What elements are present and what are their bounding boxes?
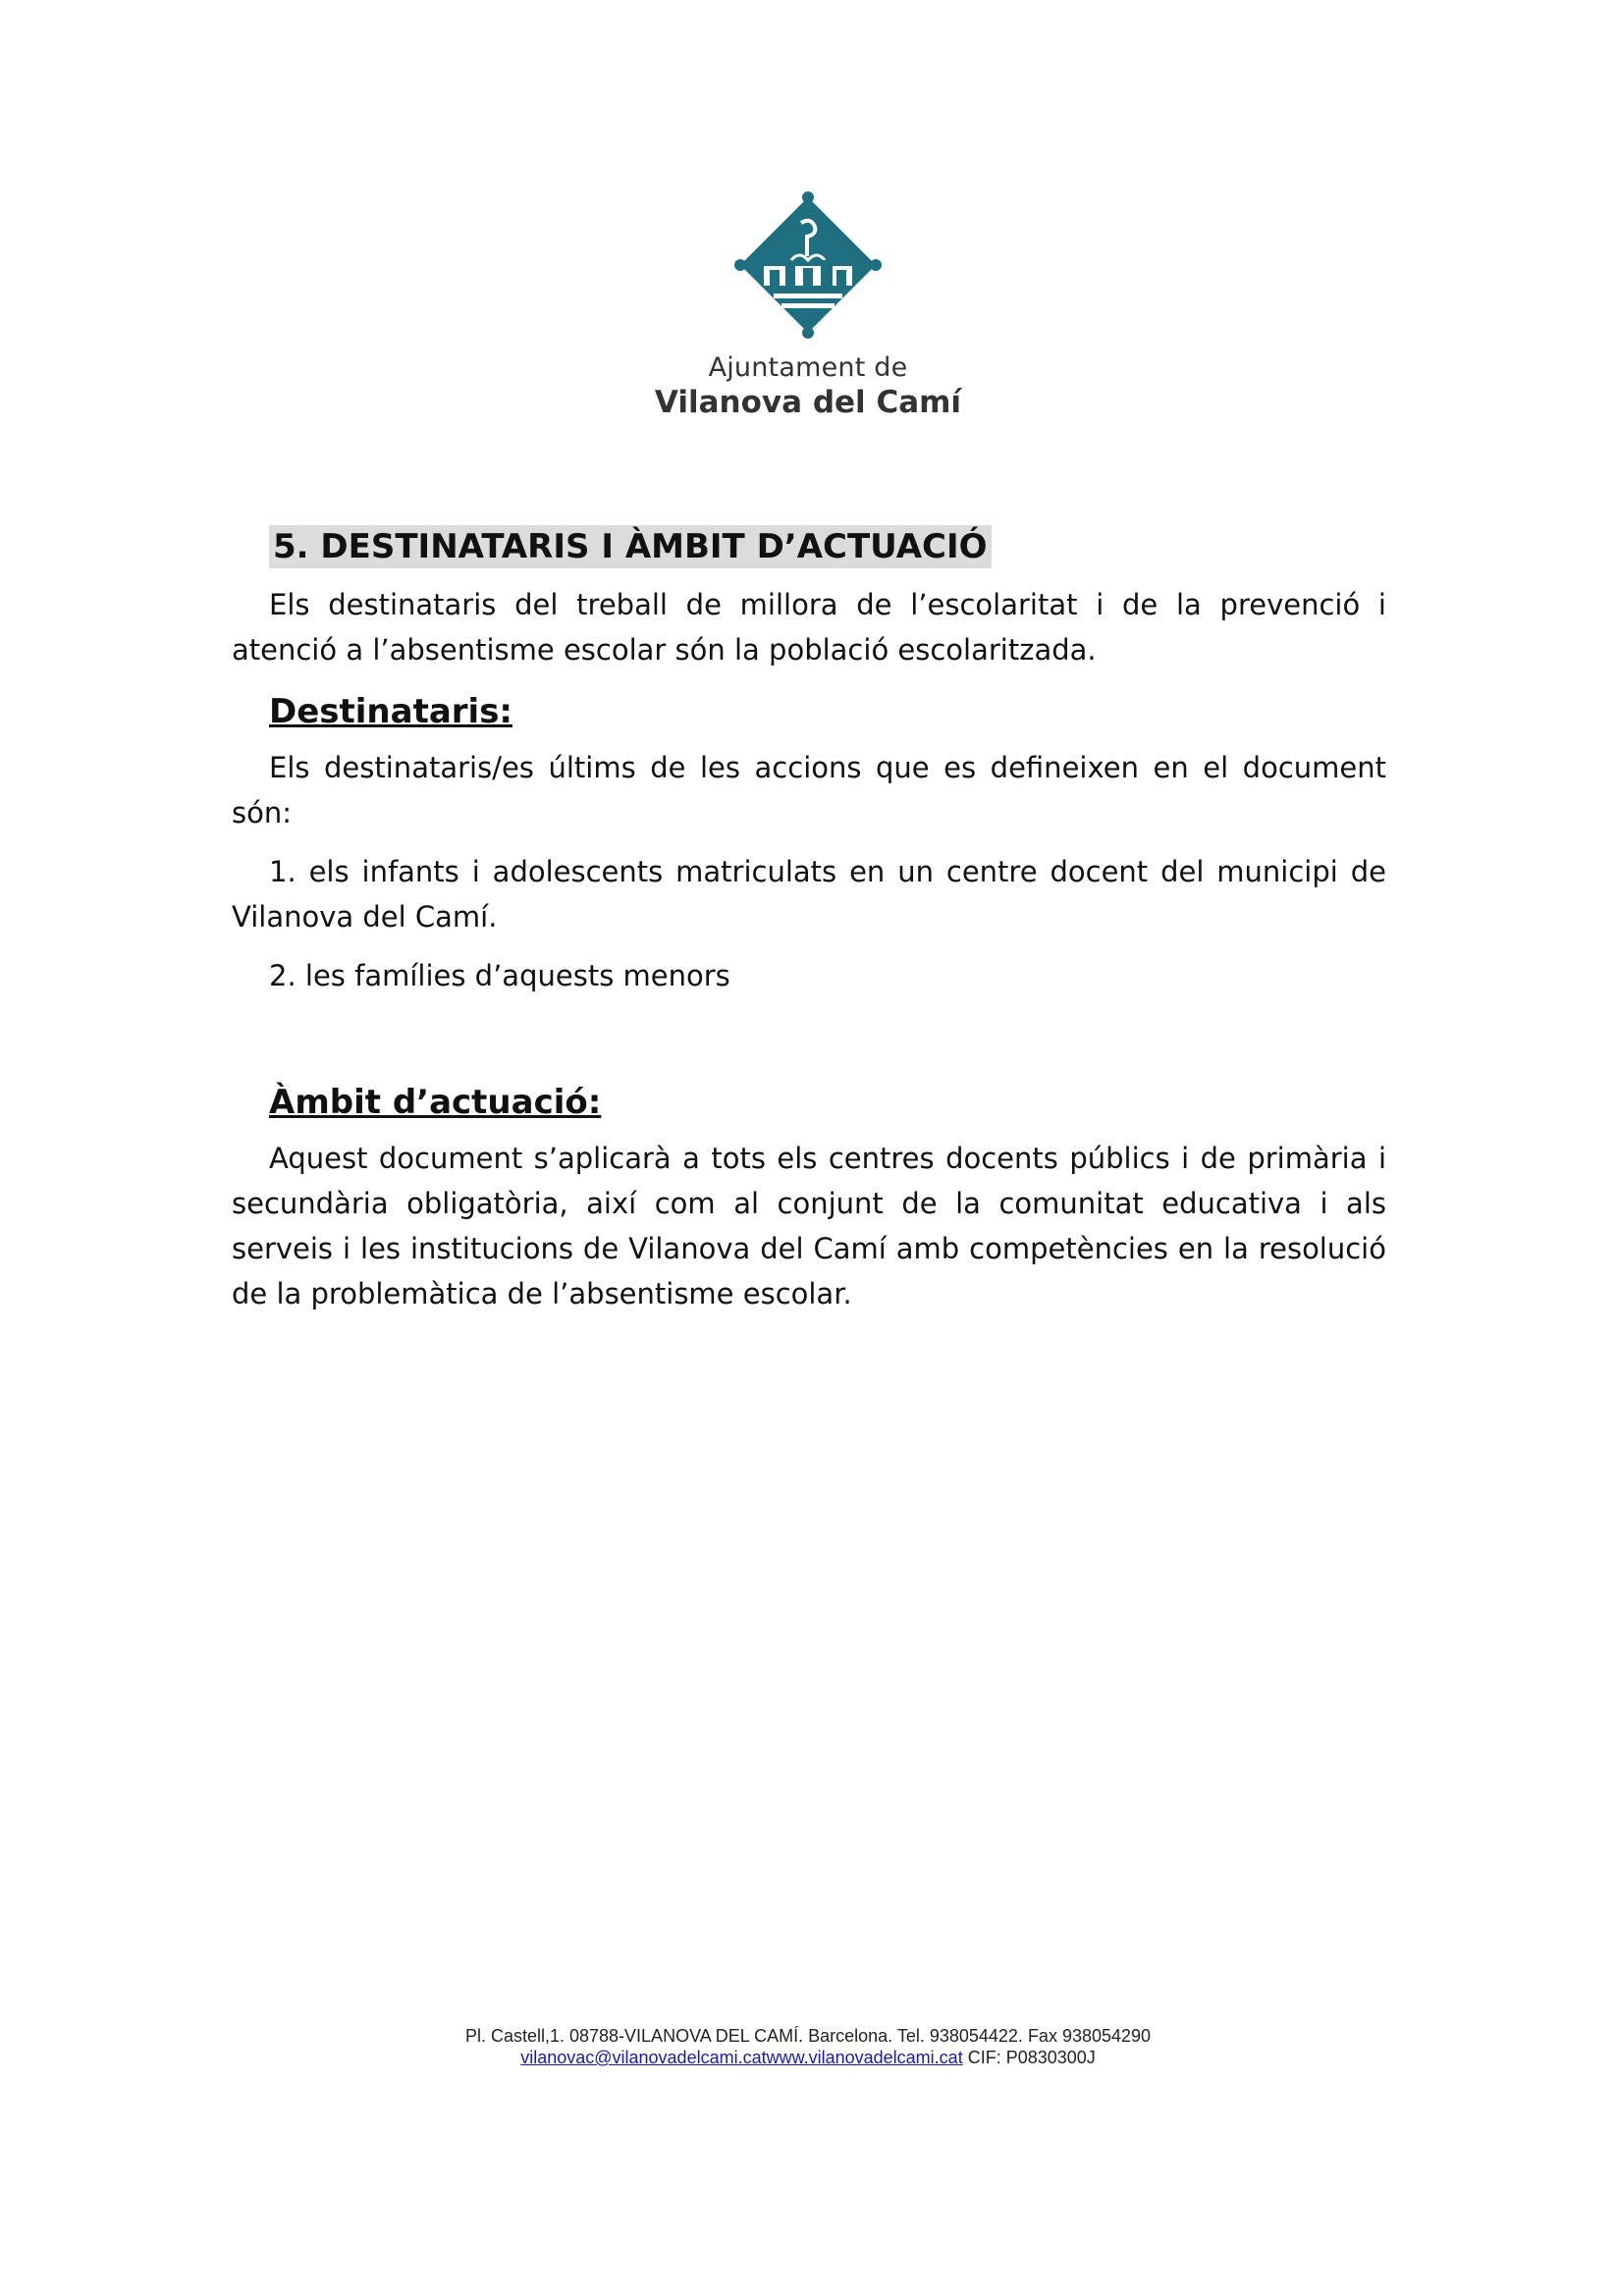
ambit-heading: Àmbit d’actuació: — [269, 1083, 602, 1122]
page-footer — [0, 2025, 1616, 2068]
destinataris-intro-paragraph: Els destinataris/es últims de les accions que es defineixen en el document són: — [232, 751, 1386, 829]
header-logo-block — [628, 191, 988, 420]
destinataris-item-1: 1. els infants i adolescents matriculats en un centre docent del municipi de Vilanova del Camí. — [232, 855, 1386, 934]
ambit-paragraph: Aquest document s’aplicarà a tots els centres docents públics i de primària i secundària obligatòria, així com al conjunt de la comunitat educativa i als serveis i les institucions de Vilanova del Camí amb competències en la resolució de la problemàtica de l’absentisme escolar. — [232, 1142, 1386, 1310]
org-name-line2: Vilanova del Camí — [654, 385, 962, 420]
section-title: 5. DESTINATARIS I ÀMBIT D’ACTUACIÓ — [269, 525, 992, 568]
footer-email-link[interactable]: vilanovac@vilanovadelcami.cat — [520, 2048, 767, 2067]
municipal-logo — [734, 191, 882, 339]
footer-contact-line — [0, 2047, 1616, 2068]
footer-cif: CIF: P0830300J — [962, 2048, 1096, 2067]
section-intro-paragraph: Els destinataris del treball de millora de l’escolaritat i de la prevenció i atenció a l’absentisme escolar són la població escolaritzada. — [232, 588, 1386, 667]
document-body — [232, 525, 1386, 1316]
org-name-line1: Ajuntament de — [708, 352, 908, 383]
destinataris-heading: Destinataris: — [269, 692, 513, 731]
destinataris-item-2: 2. les famílies d’aquests menors — [269, 959, 730, 992]
footer-address-line: Pl. Castell,1. 08788-VILANOVA DEL CAMÍ. Barcelona. Tel. 938054422. Fax 938054290 — [464, 2026, 1152, 2046]
footer-website-link[interactable]: www.vilanovadelcami.cat — [766, 2048, 963, 2067]
